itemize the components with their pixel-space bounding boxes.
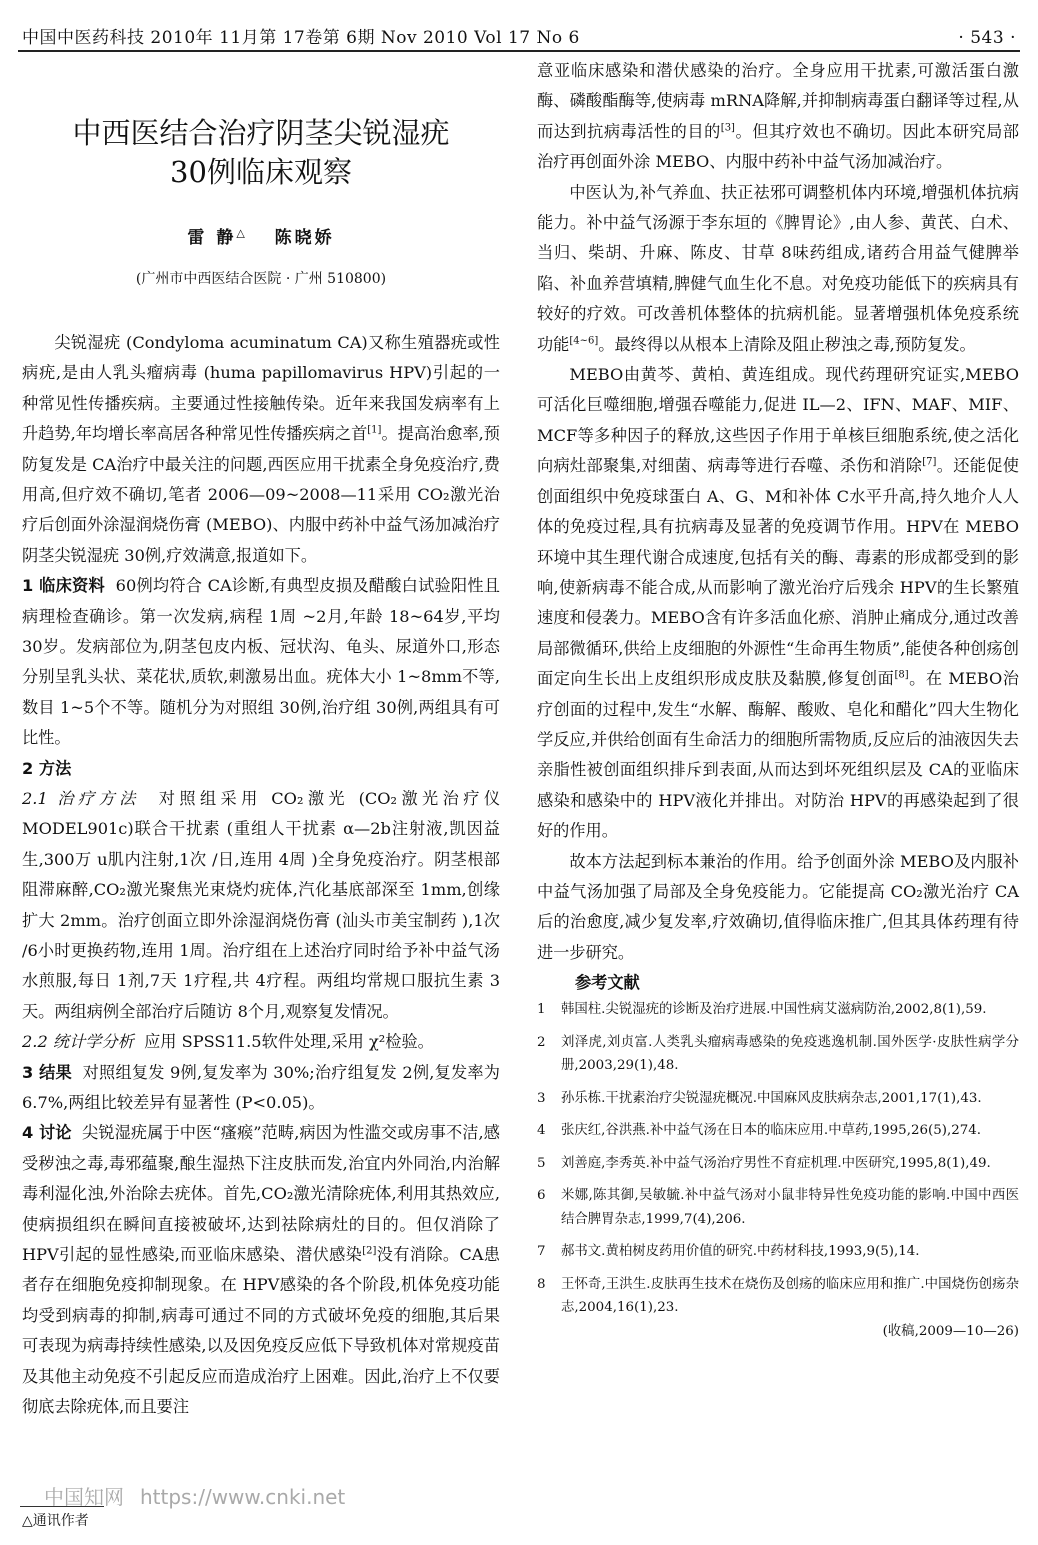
reference-citation: 张庆红,谷洪燕.补中益气汤在日本的临床应用.中草药,1995,26(5),274. — [561, 1123, 982, 1139]
reference-item — [537, 1240, 1019, 1264]
left-column — [22, 56, 500, 1423]
reference-citation: 孙乐栋.干扰素治疗尖锐湿疣概况.中国麻风皮肤病杂志,2001,17(1),43. — [561, 1090, 982, 1106]
author-1: 雷 静 — [187, 227, 237, 248]
citation: [4~6] — [569, 335, 599, 347]
reference-item — [537, 1152, 1019, 1176]
watermark-brand: 中国知网 — [44, 1485, 124, 1509]
reference-list — [537, 998, 1019, 1343]
affiliation: (广州市中西医结合医院 · 广州 510800) — [135, 270, 387, 287]
reference-item — [537, 1273, 1019, 1344]
corresponding-mark: △ — [236, 226, 248, 240]
citation: [8] — [894, 669, 909, 681]
reference-citation: 刘善庭,李秀英.补中益气汤治疗男性不育症机理.中医研究,1995,8(1),49. — [561, 1155, 991, 1171]
mebo-paragraph — [537, 360, 1019, 847]
reference-text — [561, 1152, 1019, 1176]
reference-item — [537, 1031, 1019, 1078]
section-2-heading — [22, 754, 500, 784]
paragraph-text: MEBO由黄芩、黄柏、黄连组成。现代药理研究证实,MEBO可活化巨噬细胞,增强吞噬能力,促进 IL—2、IFN、MAF、MIF、MCF等多种因子的释放,这些因子作用于单核巨细胞系统,使之活化向病灶部聚集,对细菌、病毒等进行吞噬、杀伤和消除 — [537, 365, 1019, 476]
paragraph-text: 中医认为,补气养血、扶正祛邪可调整机体内环境,增强机体抗病能力。补中益气汤源于李东垣的《脾胃论》,由人参、黄芪、白术、当归、柴胡、升麻、陈皮、甘草 8味药组成,诸药合用益气健脾举陷、补血养营填精,脾健气血生化不息。对免疫功能低下的疾病具有较好的疗效。可改善机体整体的抗病机能。显著增强机体免疫系统功能 — [537, 182, 1019, 354]
references-heading: 参考文献 — [575, 973, 640, 993]
reference-citation: 韩国柱.尖锐湿疣的诊断及治疗进展.中国性病艾滋病防治,2002,8(1),59. — [561, 1002, 987, 1018]
reference-text — [561, 1240, 1019, 1264]
reference-citation: 刘泽虎,刘贞富.人类乳头瘤病毒感染的免疫逃逸机制.国外医学·皮肤性病学分册,2003,29(1),48. — [561, 1034, 1019, 1074]
intro-text: 尖锐湿疣 (Condyloma acuminatum CA)又称生殖器疣或性病疣,是由人乳头瘤病毒 (huma papillomavirus HPV)引起的一种常见性传播疾病。主要通过性接触传染。近年来我国发病率有上升趋势,年均增长率高居各种常见性传播疾病之首 — [22, 332, 500, 444]
reference-item — [537, 1087, 1019, 1111]
reference-citation: 王怀奇,王洪生.皮肤再生技术在烧伤及创疡的临床应用和推广.中国烧伤创疡杂志,2004,16(1),23. — [561, 1276, 1019, 1316]
title-line-2: 30例临床观察 — [170, 155, 352, 190]
paragraph-text: 故本方法起到标本兼治的作用。给予创面外涂 MEBO及内服补中益气汤加强了局部及全身免疫能力。它能提高 CO₂激光治疗 CA后的治愈度,减少复发率,疗效确切,值得临床推广,但其具体药理有待进一步研究。 — [537, 851, 1019, 962]
subsection-heading: 2.2 统计学分析 — [22, 1032, 134, 1052]
paragraph-text-tail: 。最终得以从根本上清除及阻止秽浊之毒,预防复发。 — [598, 334, 976, 354]
section-4 — [22, 1118, 500, 1422]
section-2-1 — [22, 784, 500, 1027]
conclusion-paragraph — [537, 847, 1019, 969]
reference-number: 1 — [537, 1002, 546, 1018]
section-heading: 4 讨论 — [22, 1123, 72, 1143]
reference-number: 5 — [537, 1155, 546, 1171]
reference-number: 4 — [537, 1123, 546, 1139]
intro-paragraph — [22, 328, 500, 571]
reference-text — [561, 1087, 1019, 1111]
section-1 — [22, 571, 500, 753]
right-column — [537, 56, 1019, 1352]
section-text: 应用 SPSS11.5软件处理,采用 χ²检验。 — [144, 1032, 434, 1052]
citation: [1] — [367, 424, 382, 436]
footnote: △通讯作者 — [22, 1513, 89, 1529]
citation: [7] — [922, 456, 937, 468]
discussion-continued — [537, 56, 1019, 178]
reference-number: 6 — [537, 1188, 546, 1204]
reference-citation: 郝书文.黄柏树皮药用价值的研究.中药材科技,1993,9(5),14. — [561, 1244, 920, 1260]
paragraph-text-tail: 。但其疗效也不确切。因此本研究局部治疗再创面外涂 MEBO、内服中药补中益气汤加减治疗。 — [537, 121, 1020, 172]
section-text: 尖锐湿疣属于中医“瘙瘊”范畴,病因为性滥交或房事不洁,感受秽浊之毒,毒邪蕴聚,酿生湿热下注皮肤而发,治宜内外同治,内治解毒利湿化浊,外治除去疣体。首先,CO₂激光清除疣体,利用其热效应,使病损组织在瞬间直接被破坏,达到祛除病灶的目的。但仅消除了 HPV引起的显性感染,而亚临床感染、潜伏感染 — [22, 1123, 500, 1265]
citation: [2] — [362, 1245, 377, 1257]
author-line — [22, 223, 500, 248]
reference-number: 8 — [537, 1276, 546, 1292]
reference-text — [561, 1184, 1019, 1231]
header-rule — [18, 50, 1020, 52]
reference-text — [561, 998, 1019, 1022]
footnote-rule — [20, 1506, 104, 1507]
page-number: · 543 · — [958, 28, 1016, 48]
reference-citation: 米娜,陈其御,吴敏毓.补中益气汤对小鼠非特异性免疫功能的影响.中国中西医结合脾胃杂志,1999,7(4),206. — [561, 1188, 1019, 1227]
reference-number: 7 — [537, 1244, 546, 1260]
paragraph-text: 意亚临床感染和潜伏感染的治疗。全身应用干扰素,可激活蛋白激酶、磷酸酯酶等,使病毒 mRNA降解,并抑制病毒蛋白翻译等过程,从而达到抗病毒活性的目的 — [537, 61, 1019, 141]
section-heading: 3 结果 — [22, 1062, 72, 1082]
reference-item — [537, 998, 1019, 1022]
running-head — [22, 18, 1016, 48]
reference-text — [561, 1119, 1019, 1143]
article-title — [22, 114, 500, 193]
title-line-1: 中西医结合治疗阴茎尖锐湿疣 — [72, 116, 450, 150]
section-text: 60例均符合 CA诊断,有典型皮损及醋酸白试验阳性且病理检查确诊。第一次发病,病程 1周 ~2月,年龄 18~64岁,平均 30岁。发病部位为,阴茎包皮内板、冠状沟、龟头、尿道外口,形态分别呈乳头状、菜花状,质软,刺激易出血。疣体大小 1~8mm不等,数目 1~5个不等。随机分为对照组 30例,治疗组 30例,两组具有可比性。 — [22, 576, 500, 748]
section-text-tail: 没有消除。CA患者存在细胞免疫抑制现象。在 HPV感染的各个阶段,机体免疫功能均受到病毒的抑制,病毒可通过不同的方式破坏免疫的细胞,其后果可表现为病毒持续性感染,以及因免疫反应低下导致机体对常规疫苗及其他主动免疫不引起反应而造成治疗上困难。因此,治疗上不仅要彻底去除疣体,而且要注 — [22, 1245, 500, 1417]
author-2: 陈晓娇 — [274, 227, 335, 248]
section-heading: 2 方法 — [22, 758, 72, 778]
paragraph-text-tail: 。还能促使创面组织中免疫球蛋白 A、G、M和补体 C水平升高,持久地介人人体的免疫过程,具有抗病毒及显著的免疫调节作用。HPV在 MEBO环境中其生理代谢合成速度,包括有关的酶、毒素的形成都受到的影响,使新病毒不能合成,从而影响了激光治疗后残余 HPV的生长繁殖速度和侵袭力。MEBO含有许多活血化瘀、消肿止痛成分,通过改善局部微循环,供给上皮细胞的外源性“生命再生物质”,能使各种创疡创面定向生长出上皮组织形成皮肤及黏膜,修复创面 — [537, 456, 1019, 689]
tcm-paragraph — [537, 178, 1019, 360]
section-text: 对照组采用 CO₂激光 (CO₂激光治疗仪 MODEL901c)联合干扰素 (重组人干扰素 α—2b注射液,凯因益生,300万 u肌内注射,1次 /日,连用 4周 )全身免疫治疗。阴茎根部阻滞麻醉,CO₂激光聚焦光束烧灼疣体,汽化基底部深至 1mm,创缘扩大 2mm。治疗创面立即外涂湿润烧伤膏 (汕头市美宝制药 ),1次 /6小时更换药物,连用 1周。治疗组在上述治疗同时给予补中益气汤水煎服,每日 1剂,7天 1疗程,共 4疗程。两组均常规口服抗生素 3天。两组病例全部治疗后随访 8个月,观察复发情况。 — [22, 788, 501, 1021]
reference-item — [537, 1119, 1019, 1143]
watermark-url: https://www.cnki.net — [140, 1485, 346, 1509]
section-2-2 — [22, 1027, 500, 1057]
citation: [3] — [720, 122, 735, 134]
section-heading: 1 临床资料 — [22, 576, 105, 596]
intro-text-tail: 。提高治愈率,预防复发是 CA治疗中最关注的问题,西医应用干扰素全身免疫治疗,费用高,但疗效不确切,笔者 2006—09~2008—11采用 CO₂激光治疗后创面外涂湿润烧伤膏 (MEBO)、内服中药补中益气汤加减治疗阴茎尖锐湿疣 30例,疗效满意,报道如下。 — [22, 424, 500, 565]
section-text: 对照组复发 9例,复发率为 30%;治疗组复发 2例,复发率为 6.7%,两组比较差异有显著性 (P<0.05)。 — [22, 1062, 500, 1113]
section-3 — [22, 1058, 500, 1119]
received-date: (收稿,2009—10—26) — [882, 1323, 1019, 1339]
journal-info: 中国中医药科技 2010年 11月第 17卷第 6期 Nov 2010 Vol 17 No 6 — [22, 28, 580, 48]
paragraph-text-tail-2: 。在 MEBO治疗创面的过程中,发生“水解、酶解、酸败、皂化和醋化”四大生物化学反应,并供给创面有生命活力的细胞所需物质,反应后的油液因失去亲脂性被创面组织排斥到表面,从而达到坏死组织层及 CA的亚临床感染和感染中的 HPV液化并排出。对防治 HPV的再感染起到了很好的作用。 — [537, 669, 1019, 841]
reference-item — [537, 1184, 1019, 1231]
subsection-heading: 2.1 治疗方法 — [22, 788, 140, 808]
reference-number: 3 — [537, 1090, 546, 1106]
reference-text — [561, 1031, 1019, 1078]
reference-number: 2 — [537, 1034, 546, 1050]
reference-text — [561, 1273, 1019, 1344]
